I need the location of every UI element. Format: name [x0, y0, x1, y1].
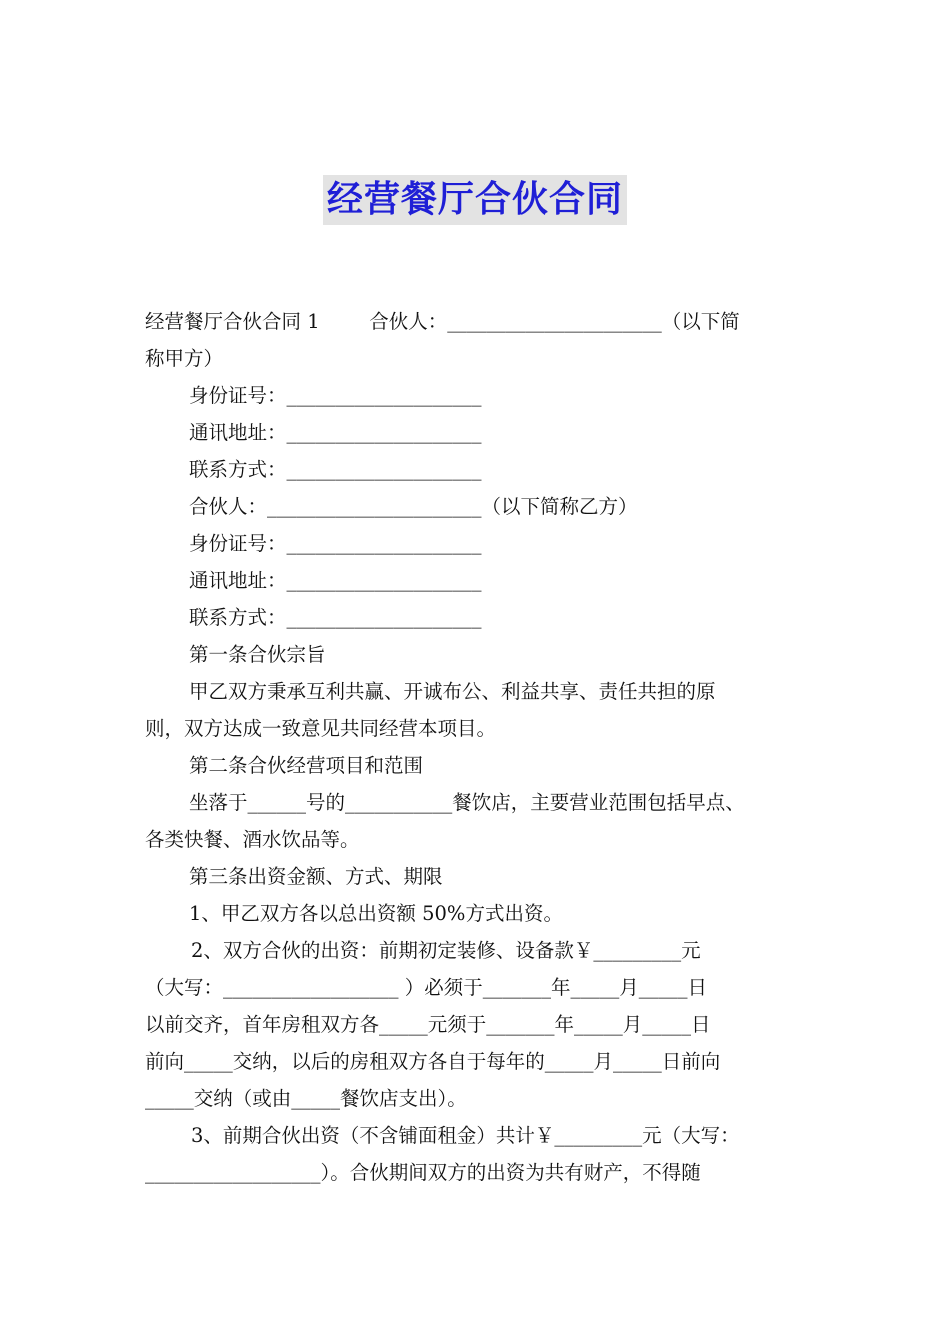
contract-body [145, 303, 825, 1191]
line-party-a-id: 身份证号：____________________ [189, 384, 482, 407]
line-party-b-contact: 联系方式：____________________ [189, 606, 482, 629]
article-1-heading: 第一条合伙宗旨 [189, 643, 326, 666]
article-3-item-2-line-4: 前向_____交纳，以后的房租双方各自于每年的_____月_____日前向 [145, 1050, 721, 1073]
article-3-heading: 第三条出资金额、方式、期限 [189, 865, 443, 888]
article-3-item-2-line-5: _____交纳（或由_____餐饮店支出）。 [145, 1087, 467, 1110]
title-block [0, 175, 950, 225]
article-3-item-2-line-2: （大写：__________________ ）必须于_______年_____月_____日 [145, 976, 707, 999]
article-1-text-2: 则，双方达成一致意见共同经营本项目。 [145, 717, 497, 740]
article-3-item-3-line-1: 3、前期合伙出资（不含铺面租金）共计￥_________元（大写： [191, 1124, 740, 1147]
article-3-item-1: 1、甲乙双方各以总出资额 50%方式出资。 [189, 902, 563, 925]
document-title: 经营餐厅合伙合同 [323, 175, 627, 225]
article-3-item-2-line-1: 2、双方合伙的出资：前期初定装修、设备款￥_________元 [191, 939, 701, 962]
line-party-a-contact: 联系方式：____________________ [189, 458, 482, 481]
article-2-text-1: 坐落于______号的___________餐饮店，主要营业范围包括早点、 [189, 791, 745, 814]
article-3-item-3-line-2: __________________）。合伙期间双方的出资为共有财产，不得随 [145, 1161, 701, 1184]
line-party-a-suffix: 称甲方） [145, 347, 224, 370]
line-party-b-id: 身份证号：____________________ [189, 532, 482, 555]
article-1-text-1: 甲乙双方秉承互利共赢、开诚布公、利益共享、责任共担的原 [189, 680, 716, 703]
line-party-a-address: 通讯地址：____________________ [189, 421, 482, 444]
article-2-heading: 第二条合伙经营项目和范围 [189, 754, 424, 777]
line-intro: 经营餐厅合伙合同 1 合伙人：______________________（以下简 [145, 310, 740, 333]
article-2-text-2: 各类快餐、酒水饮品等。 [145, 828, 360, 851]
line-party-b: 合伙人：______________________（以下简称乙方） [189, 495, 638, 518]
article-3-item-2-line-3: 以前交齐，首年房租双方各_____元须于_______年_____月_____日 [145, 1013, 711, 1036]
line-party-b-address: 通讯地址：____________________ [189, 569, 482, 592]
